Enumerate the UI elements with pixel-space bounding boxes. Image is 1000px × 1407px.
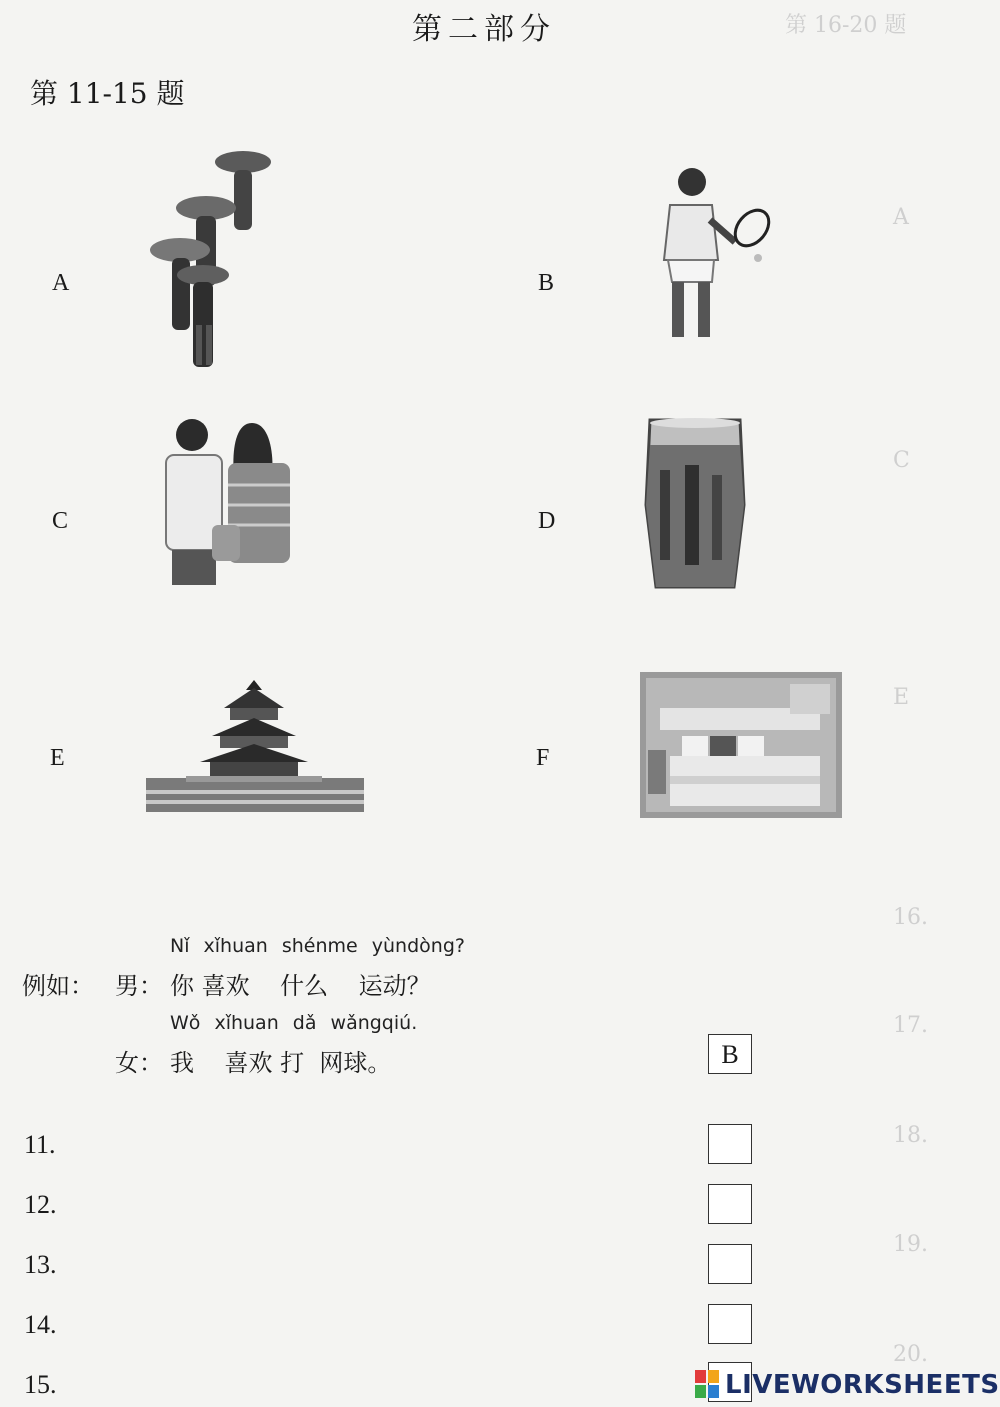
example-label: 例如：: [22, 972, 94, 1000]
answer-box-14[interactable]: [708, 1304, 752, 1344]
bleed-through-text: 第 16-20 题: [785, 13, 907, 38]
bleed-through-text: 17.: [893, 1013, 928, 1038]
bleed-through-text: 19.: [893, 1232, 928, 1257]
example-question-pinyin: Nǐ xǐhuan shénme yùndòng?: [170, 935, 465, 957]
option-letter-d: D: [538, 508, 556, 534]
question-number-11: 11.: [24, 1130, 56, 1159]
bleed-through-text: E: [893, 685, 910, 710]
example-answer-pinyin: Wǒ xǐhuan dǎ wǎngqiú.: [170, 1012, 418, 1034]
liveworksheets-logo-icon: [695, 1370, 721, 1400]
question-number-13: 13.: [24, 1250, 57, 1279]
option-letter-b: B: [538, 270, 555, 296]
bedroom-picture: [640, 672, 842, 818]
tennis-player-picture: [640, 160, 780, 352]
option-letter-f: F: [536, 745, 550, 771]
bleed-through-text: 20.: [893, 1342, 928, 1367]
bleed-through-text: C: [893, 448, 910, 473]
liveworksheets-logo: [695, 1370, 1000, 1400]
option-letter-e: E: [50, 745, 65, 771]
example-question-speaker: 男：: [115, 972, 163, 1000]
bleed-through-text: 18.: [893, 1123, 928, 1148]
example-question-text: 你 喜欢 什么 运动？: [170, 972, 431, 1000]
question-number-12: 12.: [24, 1190, 57, 1219]
example-answer-speaker: 女：: [115, 1049, 163, 1077]
liveworksheets-logo-text: LIVEWORKSHEETS: [725, 1370, 1000, 1400]
question-number-14: 14.: [24, 1310, 57, 1339]
option-letter-a: A: [52, 270, 70, 296]
temple-picture: [146, 678, 364, 812]
question-number-15: 15.: [24, 1370, 57, 1399]
example-answer-box: B: [708, 1034, 752, 1074]
answer-box-11[interactable]: [708, 1124, 752, 1164]
answer-box-12[interactable]: [708, 1184, 752, 1224]
example-answer-text: 我 喜欢 打 网球。: [170, 1049, 392, 1077]
couple-picture: [152, 415, 302, 585]
option-letter-c: C: [52, 508, 69, 534]
section-label: 第 11-15 题: [30, 77, 185, 110]
part-title: 第二部分: [412, 12, 556, 47]
answer-box-13[interactable]: [708, 1244, 752, 1284]
bleed-through-text: 16.: [893, 905, 928, 930]
umbrella-people-picture: [148, 140, 288, 375]
bleed-through-text: A: [893, 205, 909, 230]
water-glass-picture: [640, 415, 750, 595]
